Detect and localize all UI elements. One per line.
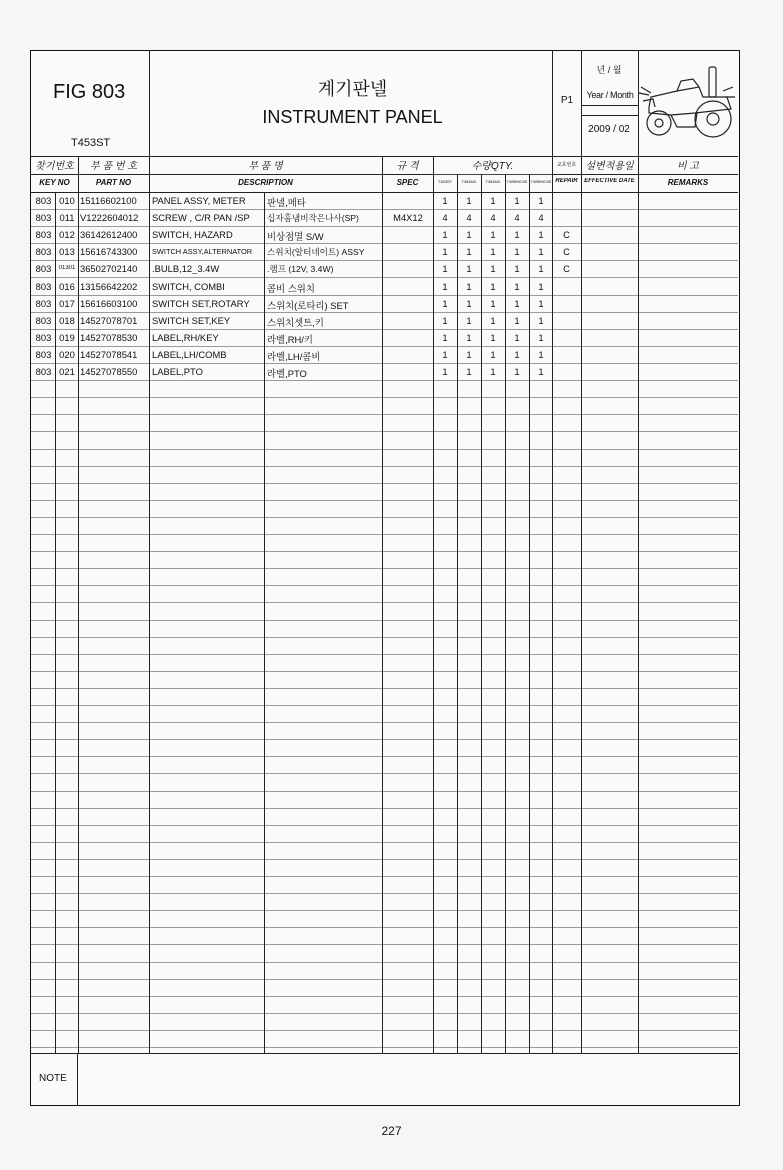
- cell-fig: 803: [35, 348, 52, 360]
- cell-desc-en: SCREW , C/R PAN /SP: [152, 212, 250, 224]
- cell-key: 011: [59, 212, 75, 224]
- cell-desc-en: PANEL ASSY, METER: [152, 195, 246, 206]
- cell-qty: 4: [466, 212, 472, 224]
- title-divider-left: [149, 51, 150, 156]
- cell-desc-kr: 스위치(로타리) SET: [267, 299, 349, 311]
- cell-qty: 1: [514, 297, 520, 309]
- page-title: INSTRUMENT PANEL: [262, 107, 443, 127]
- cell-qty: 1: [538, 297, 544, 309]
- header-remarks: REMARKS: [667, 178, 709, 187]
- cell-qty: 1: [514, 195, 520, 206]
- cell-qty: 1: [514, 331, 520, 343]
- page-code: P1: [560, 95, 574, 106]
- row-line: [31, 910, 738, 911]
- cell-qty: 1: [466, 348, 472, 360]
- cell-qty: 1: [538, 280, 544, 292]
- cell-qty: 1: [466, 195, 472, 206]
- cell-part: 36502702140: [80, 263, 138, 275]
- table-row: [31, 209, 738, 226]
- cell-qty: 1: [442, 297, 448, 309]
- year-month-divider-1: [581, 105, 638, 106]
- cell-spec: M4X12: [393, 212, 423, 224]
- header-repair: REPAIR: [555, 178, 578, 184]
- cell-qty: 1: [466, 263, 472, 275]
- row-line: [31, 825, 738, 826]
- cell-fig: 803: [35, 314, 52, 326]
- cell-fig: 803: [35, 246, 52, 258]
- cell-part: 15116602100: [80, 195, 137, 206]
- cell-qty: 1: [466, 331, 472, 343]
- row-line: [31, 962, 738, 963]
- cell-qty: 4: [490, 212, 496, 224]
- row-line: [31, 876, 738, 877]
- header-effective-date: EFFECTIVE DATE: [584, 178, 635, 184]
- figure-number: FIG 803: [53, 81, 126, 103]
- cell-desc-kr: .램프 (12V, 3.4W): [267, 264, 334, 275]
- cell-qty: 1: [490, 263, 496, 275]
- qty-model-3: T453MC: [485, 179, 501, 184]
- header-key: KEY NO: [39, 178, 70, 187]
- cell-desc-kr: 라벨,RH/키: [267, 333, 313, 345]
- cell-fig: 803: [35, 331, 52, 343]
- cell-desc-kr: 판넬,메타: [267, 197, 306, 208]
- cell-part: 14527078550: [80, 366, 138, 377]
- header-key-korean: 찾기번호: [35, 161, 74, 172]
- cell-qty: 1: [442, 280, 448, 292]
- row-line: [31, 979, 738, 980]
- cell-desc-kr: 스위치셋트,키: [267, 316, 324, 328]
- row-line: [31, 927, 738, 928]
- cell-part: 36142612400: [80, 229, 138, 241]
- cell-qty: 1: [442, 314, 448, 326]
- header-effective-korean: 설변적용일: [585, 161, 634, 172]
- cell-desc-en: .BULB,12_3.4W: [152, 263, 220, 275]
- qty-model-5: T4B5MC5S: [530, 179, 552, 184]
- row-line: [31, 449, 738, 450]
- cell-qty: 1: [538, 263, 544, 275]
- row-line: [31, 773, 738, 774]
- row-line: [31, 483, 738, 484]
- row-line: [31, 431, 738, 432]
- cell-qty: 1: [466, 280, 472, 292]
- row-line: [31, 842, 738, 843]
- cell-part: 13156642202: [80, 280, 138, 292]
- header-repair-korean: 교호번호: [556, 162, 577, 168]
- cell-qty: 1: [490, 229, 496, 241]
- row-line: [31, 705, 738, 706]
- header-description: DESCRIPTION: [238, 178, 293, 187]
- header-part-korean: 부 품 번 호: [90, 161, 137, 172]
- cell-qty: 1: [538, 246, 544, 258]
- cell-qty: 1: [490, 331, 496, 343]
- cell-desc-kr: 콤비 스위치: [267, 282, 315, 294]
- model-code: T453ST: [71, 137, 111, 149]
- cell-fig: 803: [35, 263, 52, 275]
- header-description-korean: 부 품 명: [248, 161, 283, 172]
- cell-part: 14527078530: [80, 331, 138, 343]
- header-remarks-korean: 비 고: [676, 161, 700, 172]
- year-month-divider-2: [581, 115, 638, 116]
- cell-fig: 803: [35, 195, 52, 206]
- cell-qty: 1: [514, 366, 520, 377]
- cell-qty: 1: [466, 314, 472, 326]
- row-line: [31, 859, 738, 860]
- cell-qty: 1: [538, 366, 544, 377]
- cell-part: V1222604012: [80, 212, 139, 224]
- cell-qty: 1: [538, 195, 544, 206]
- cell-key: 012: [59, 229, 75, 241]
- table-row: [31, 346, 738, 363]
- cell-key: 017: [59, 297, 75, 309]
- qty-model-1: T453ST: [437, 179, 453, 184]
- row-line: [31, 893, 738, 894]
- cell-desc-kr: 스위치(알터네이트) ASSY: [267, 247, 365, 258]
- row-line: [31, 654, 738, 655]
- year-month-value: 2009 / 02: [588, 124, 630, 135]
- cell-qty: 1: [514, 348, 520, 360]
- cell-qty: 1: [538, 229, 544, 241]
- row-line: [31, 671, 738, 672]
- row-line: [31, 637, 738, 638]
- cell-desc-en: SWITCH SET,KEY: [152, 314, 231, 326]
- cell-fig: 803: [35, 297, 52, 309]
- cell-qty: 1: [490, 348, 496, 360]
- row-line: [31, 996, 738, 997]
- cell-qty: 1: [490, 366, 496, 377]
- cell-desc-kr: 라벨,LH/콤비: [267, 350, 321, 362]
- cell-qty: 1: [514, 246, 520, 258]
- cell-qty: 1: [538, 331, 544, 343]
- cell-repair: C: [563, 229, 570, 241]
- cell-qty: 1: [490, 297, 496, 309]
- cell-qty: 1: [538, 314, 544, 326]
- cell-qty: 1: [490, 314, 496, 326]
- header-part: PART NO: [95, 178, 132, 187]
- header-mid-line-left: [31, 174, 433, 175]
- note-divider: [77, 1053, 78, 1105]
- row-line: [31, 808, 738, 809]
- header-quantity: 수량QTY.: [471, 161, 514, 172]
- table-row: [31, 243, 738, 260]
- cell-qty: 1: [490, 280, 496, 292]
- cell-qty: 1: [466, 366, 472, 377]
- cell-key: 020: [59, 348, 75, 360]
- cell-qty: 1: [514, 280, 520, 292]
- row-line: [31, 688, 738, 689]
- qty-model-2: T453MC: [461, 179, 477, 184]
- table-row: [31, 226, 738, 243]
- cell-qty: 1: [442, 263, 448, 275]
- cell-fig: 803: [35, 229, 52, 241]
- cell-qty: 1: [442, 195, 448, 206]
- cell-desc-en: LABEL,LH/COMB: [152, 348, 227, 360]
- cell-desc-en: SWITCH SET,ROTARY: [152, 297, 250, 309]
- cell-desc-en: SWITCH, COMBI: [152, 280, 225, 292]
- page-number: 227: [381, 1124, 402, 1138]
- table-row: [31, 260, 738, 277]
- row-line: [31, 551, 738, 552]
- row-line: [31, 414, 738, 415]
- table-row: [31, 278, 738, 295]
- cell-qty: 4: [442, 212, 448, 224]
- cell-qty: 1: [442, 229, 448, 241]
- cell-part: 14527078701: [80, 314, 138, 326]
- cell-desc-kr: 비상점멸 S/W: [267, 231, 324, 243]
- page-title-korean: 계기판넬: [317, 79, 388, 99]
- row-line: [31, 466, 738, 467]
- row-line: [31, 1047, 738, 1048]
- qty-subheader-line: [433, 174, 552, 175]
- table-row: [31, 192, 738, 209]
- cell-key: 010: [59, 195, 75, 206]
- cell-qty: 1: [442, 331, 448, 343]
- cell-repair: C: [563, 263, 570, 275]
- cell-qty: 1: [466, 229, 472, 241]
- cell-fig: 803: [35, 366, 52, 377]
- cell-desc-en: LABEL,PTO: [152, 366, 203, 377]
- year-month-label: Year / Month: [586, 90, 634, 100]
- cell-qty: 1: [514, 263, 520, 275]
- cell-qty: 1: [466, 246, 472, 258]
- cell-qty: 1: [490, 195, 496, 206]
- cell-qty: 4: [514, 212, 520, 224]
- cell-fig: 803: [35, 280, 52, 292]
- row-line: [31, 397, 738, 398]
- cell-qty: 1: [514, 229, 520, 241]
- parts-sheet: [30, 50, 740, 1106]
- tractor-illustration-icon: [637, 57, 737, 153]
- table-row: [31, 329, 738, 346]
- row-line: [31, 791, 738, 792]
- cell-qty: 1: [466, 297, 472, 309]
- cell-qty: 1: [442, 246, 448, 258]
- row-line: [31, 602, 738, 603]
- cell-qty: 1: [490, 246, 496, 258]
- row-line: [31, 568, 738, 569]
- cell-key: 019: [59, 331, 75, 343]
- cell-desc-en: SWITCH ASSY,ALTERNATOR: [152, 247, 253, 257]
- row-line: [31, 500, 738, 501]
- cell-qty: 1: [442, 348, 448, 360]
- row-line: [31, 1013, 738, 1014]
- row-line: [31, 380, 738, 381]
- note-top-border: [31, 1053, 738, 1054]
- cell-desc-en: SWITCH, HAZARD: [152, 229, 233, 241]
- row-line: [31, 620, 738, 621]
- row-line: [31, 756, 738, 757]
- qty-model-4: T4B5MC5S: [506, 179, 528, 184]
- row-line: [31, 722, 738, 723]
- row-line: [31, 944, 738, 945]
- cell-key: 016: [59, 280, 75, 292]
- note-label: NOTE: [39, 1073, 67, 1084]
- row-line: [31, 585, 738, 586]
- header-mid-line-right: [552, 174, 738, 175]
- cell-key: 01301: [58, 265, 76, 272]
- cell-qty: 1: [514, 314, 520, 326]
- row-line: [31, 517, 738, 518]
- cell-qty: 1: [538, 348, 544, 360]
- row-line: [31, 534, 738, 535]
- cell-part: 15616743300: [80, 246, 138, 258]
- header-spec-korean: 규 격: [396, 161, 419, 172]
- cell-desc-en: LABEL,RH/KEY: [152, 331, 219, 343]
- cell-key: 021: [59, 366, 75, 377]
- cell-part: 14527078541: [80, 348, 138, 360]
- cell-qty: 1: [442, 366, 448, 377]
- cell-desc-kr: 라벨,PTO: [267, 368, 307, 379]
- header-spec: SPEC: [396, 178, 419, 187]
- table-row: [31, 295, 738, 312]
- year-month-label-korean: 년 / 월: [596, 65, 622, 75]
- table-row: [31, 363, 738, 380]
- cell-part: 15616603100: [80, 297, 138, 309]
- table-row: [31, 312, 738, 329]
- cell-key: 018: [59, 314, 75, 326]
- cell-repair: C: [563, 246, 570, 258]
- row-line: [31, 739, 738, 740]
- cell-fig: 803: [35, 212, 52, 224]
- cell-desc-kr: 십자홈냄비작은나사(SP): [267, 213, 359, 224]
- cell-key: 013: [59, 246, 75, 258]
- row-line: [31, 1030, 738, 1031]
- cell-qty: 4: [538, 212, 544, 224]
